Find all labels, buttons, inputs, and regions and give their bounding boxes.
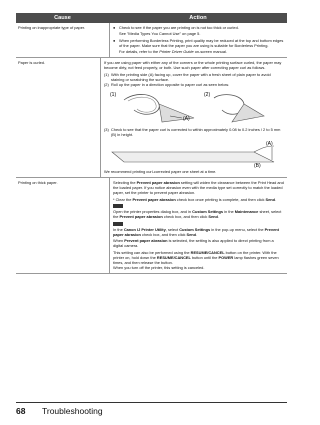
step-item	[104, 127, 284, 137]
button-name: Send	[208, 214, 218, 219]
fig-label-2: (2)	[204, 91, 211, 98]
paragraph	[113, 250, 284, 270]
setting-name: Prevent paper abrasion	[136, 180, 180, 185]
text-span: in the pop-up menu, select the	[210, 226, 265, 232]
list-item	[113, 25, 284, 30]
intro-text: If you are using paper with either any of the corners or the whole printing surface curled, the paper may become dirty, not feed properly, or both. Use such paper after correcting paper curl as follows.	[104, 60, 282, 70]
paragraph	[113, 180, 284, 195]
action-cell	[110, 178, 287, 273]
bullet-icon: ●	[113, 37, 116, 43]
step-number: (1)	[104, 71, 109, 77]
section-title: Troubleshooting	[42, 406, 103, 416]
paragraph	[113, 227, 284, 237]
paragraph	[113, 197, 284, 202]
cause-cell: Paper is curled.	[16, 58, 101, 177]
text-span: , select	[165, 226, 180, 232]
text-span: is selected, the setting is also applied to direct printing from a digital camera.	[113, 238, 274, 248]
roll-diagram	[104, 88, 274, 126]
step-number: (3)	[104, 126, 109, 132]
text-span: * Clear the	[113, 196, 133, 202]
text-span: check box, and then click	[162, 214, 209, 219]
windows-logo-icon	[113, 204, 123, 208]
table-row	[16, 178, 287, 274]
cause-cell: Printing on thick paper.	[16, 178, 110, 273]
header-action: Action	[189, 15, 207, 21]
text-span: When you turn off the printer, this setting is canceled.	[113, 264, 205, 270]
sheet-name: Maintenance	[234, 209, 259, 214]
bullet-icon: ●	[113, 25, 116, 30]
setting-name: Prevent paper abrasion	[124, 238, 168, 243]
troubleshooting-table	[16, 13, 287, 274]
setting-name: Prevent paper abrasion	[132, 196, 176, 202]
setting-name: Prevent paper abrasion	[113, 226, 279, 237]
fig2-label-a: (A)	[266, 140, 273, 147]
curl-diagram	[104, 138, 284, 168]
text-span: button until the	[190, 254, 219, 260]
bullet-text: When performing Borderless Printing, print quality may be reduced at the top and bottom edges of the paper. Make sure that the paper you are using is suitable for Borderless Printing.	[119, 37, 284, 48]
fig-label-a: (A)	[183, 115, 190, 122]
text-span: This setting can also be performed using the	[113, 249, 191, 255]
list-item	[113, 38, 284, 48]
table-row	[16, 58, 287, 178]
page-footer	[16, 402, 287, 417]
paper-curl-illustration	[104, 138, 284, 168]
text-span: check box once printing is complete, and then click	[175, 196, 266, 202]
action-cell	[101, 58, 287, 177]
button-name: Send	[186, 231, 197, 237]
table-row	[16, 23, 287, 58]
button-name: Send	[265, 196, 275, 202]
paragraph	[113, 238, 284, 248]
step-text: Check to see that the paper curl is corrected to within approximately 0.08 to 0.2 inches / 2 to 5 mm (B) in height.	[111, 126, 281, 137]
step-number: (2)	[104, 81, 109, 87]
text-span: button on the printer. With the printer on, hold down the	[113, 249, 277, 260]
button-name: RESUME/CANCEL	[156, 254, 191, 260]
header-cause: Cause	[54, 15, 71, 21]
action-cell	[110, 23, 287, 57]
paragraph	[113, 209, 284, 219]
lamp-name: POWER	[218, 254, 234, 260]
text-span: .	[274, 196, 277, 202]
utility-name: Canon IJ Printer Utility	[123, 226, 166, 232]
note-text: See "Media Types You Cannot Use" on page 5.	[119, 31, 201, 36]
note-post: on-screen manual.	[193, 48, 227, 54]
step-item	[104, 72, 284, 82]
text-span: .	[217, 214, 219, 219]
text-span: lamp flashes green seven times, and then release the button.	[113, 254, 279, 265]
setting-name: Custom Settings	[179, 226, 211, 232]
paper-roll-illustration	[104, 88, 284, 126]
cause-cell: Printing on inappropriate type of paper.	[16, 23, 110, 57]
mac-logo-icon	[113, 222, 123, 226]
step-text: With the printing side (A) facing up, cover the paper with a fresh sheet of plain paper to avoid staining or scratching the surface.	[111, 71, 271, 82]
text-span: Selecting the	[113, 180, 137, 185]
manual-name: Printer Driver Guide	[159, 48, 194, 54]
bullet-text: Check to see if the paper you are printing on is not too thick or curled.	[119, 25, 239, 30]
text-span: setting will widen the clearance between the Print Head and the loaded paper. If you notice abrasion even with the media type set correctly to match the loaded paper, set the printer to prevent paper abrasion.	[113, 180, 284, 195]
page-number: 68	[16, 406, 26, 416]
setting-name: Custom Settings	[192, 209, 224, 214]
button-name: RESUME/CANCEL	[190, 249, 225, 255]
step-item	[104, 82, 284, 87]
note-text	[113, 49, 284, 54]
text-span: check box, and then click	[140, 231, 187, 237]
fig-label-1: (1)	[110, 91, 117, 98]
step-text: Roll up the paper in a direction opposite to paper curl as seen below.	[111, 81, 230, 87]
text-span: Open the printer properties dialog box, and in	[113, 209, 193, 214]
text-span: When	[113, 238, 125, 243]
text-span: .	[196, 231, 198, 237]
table-header	[16, 13, 287, 23]
fig2-label-b: (B)	[254, 162, 261, 168]
text-span: in the	[223, 209, 235, 214]
recommendation-text: We recommend printing curl-corrected paper one sheet at a time.	[104, 168, 217, 174]
text-span: sheet, select the	[113, 209, 282, 219]
text-span: In the	[113, 226, 124, 232]
setting-name: Prevent paper abrasion	[119, 214, 163, 219]
note-pre: For details, refer to the	[119, 48, 160, 54]
